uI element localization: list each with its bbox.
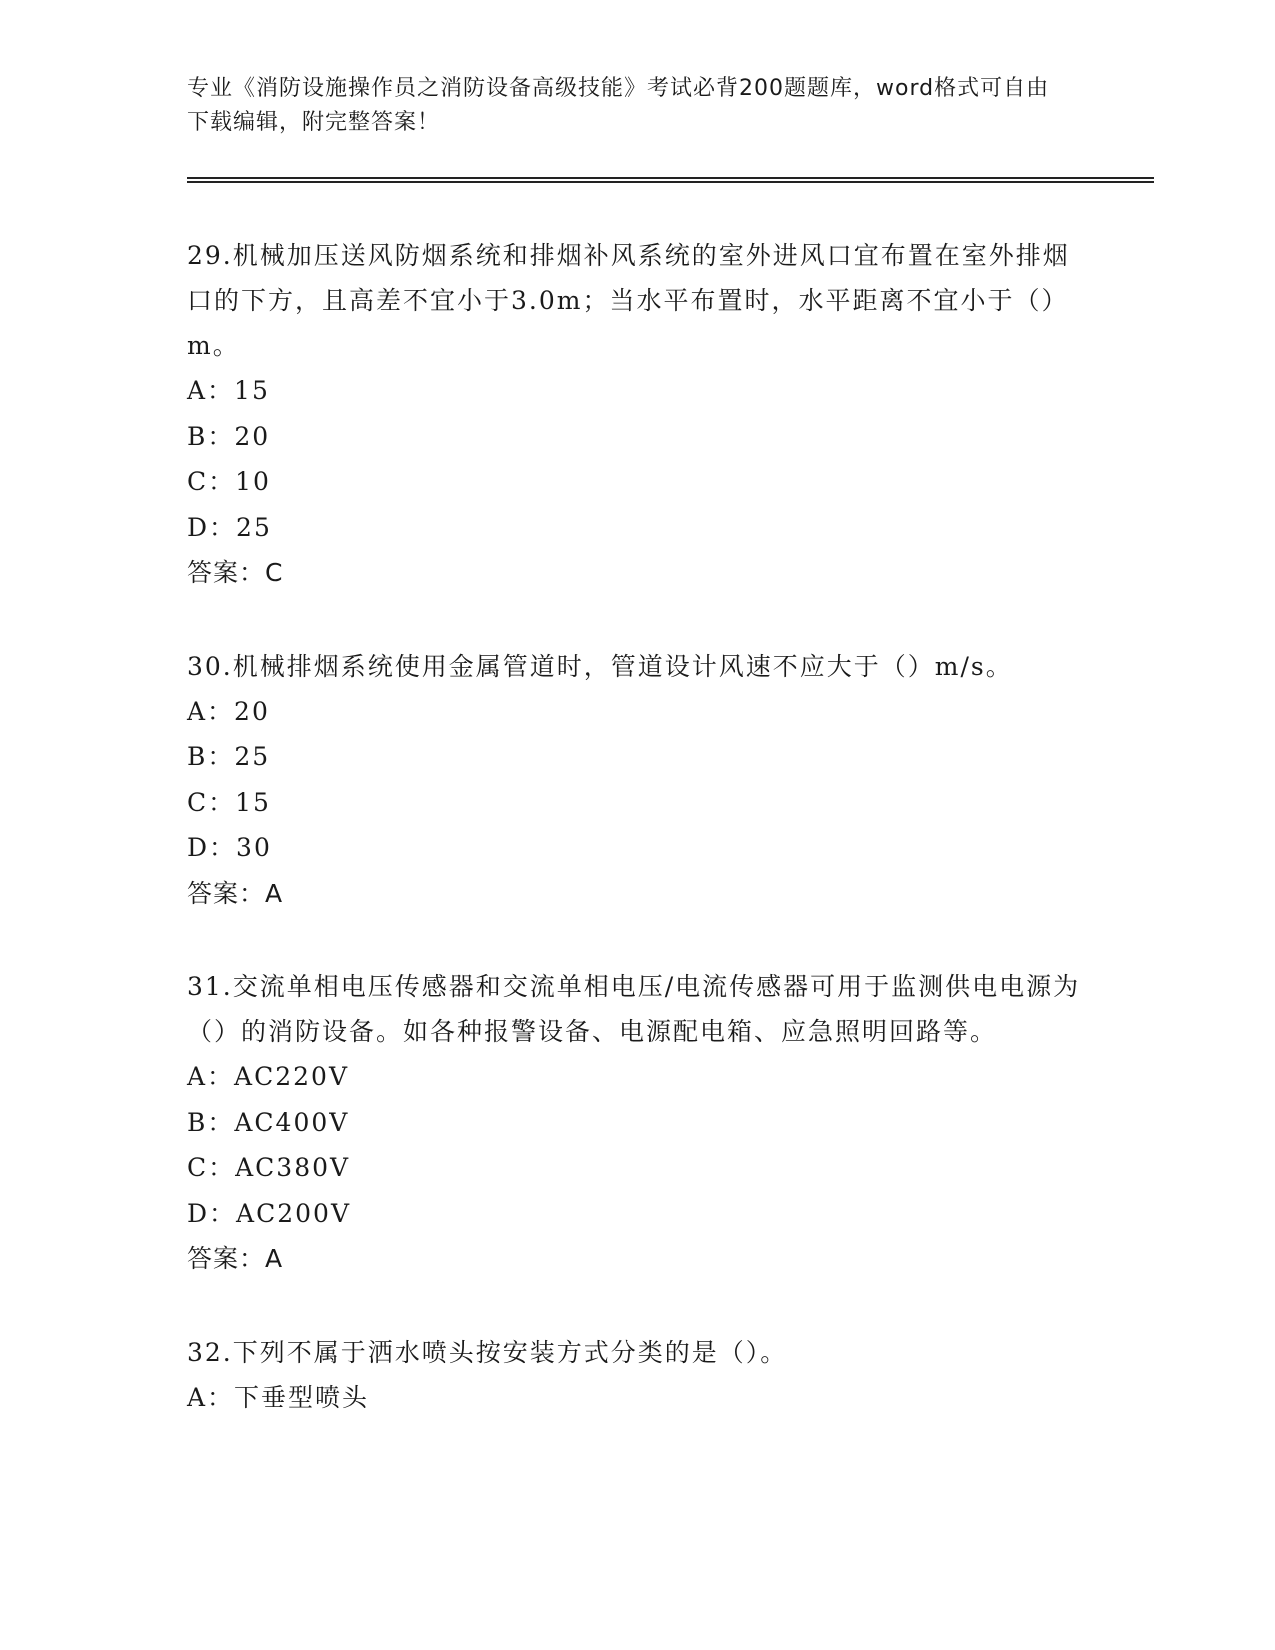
option-c: C：15 (187, 787, 271, 817)
question-stem: 30.机械排烟系统使用金属管道时，管道设计风速不应大于（）m/s。 (187, 651, 1013, 681)
option-d: D：30 (187, 833, 272, 862)
option-a: A：15 (187, 376, 270, 405)
option-a: A：下垂型喷头 (187, 1382, 370, 1412)
question-29 (187, 233, 1087, 596)
answer: 答案：C (187, 558, 284, 587)
option-d: D：25 (187, 512, 272, 542)
option-d: D：AC200V (187, 1198, 351, 1228)
page-header: 专业《消防设施操作员之消防设备高级技能》考试必背200题题库，word格式可自由下载编辑，附完整答案！ (187, 76, 1050, 135)
option-a: A：20 (187, 696, 270, 726)
question-31 (187, 964, 1087, 1282)
option-b: B：25 (187, 742, 271, 771)
answer: 答案：A (187, 1244, 284, 1273)
question-32 (187, 1330, 1087, 1421)
option-c: C：AC380V (187, 1153, 351, 1182)
question-stem: 29.机械加压送风防烟系统和排烟补风系统的室外进风口宜布置在室外排烟口的下方，且高差不宜小于3.0m；当水平布置时，水平距离不宜小于（）m。 (187, 241, 1070, 360)
question-stem: 31.交流单相电压传感器和交流单相电压/电流传感器可用于监测供电电源为（）的消防设备。如各种报警设备、电源配电箱、应急照明回路等。 (187, 972, 1081, 1046)
question-list (187, 233, 1087, 1468)
option-c: C：10 (187, 467, 271, 496)
option-b: B：AC400V (187, 1107, 350, 1137)
option-b: B：20 (187, 421, 271, 451)
answer: 答案：A (187, 878, 284, 908)
header-divider (187, 177, 1154, 183)
question-30 (187, 644, 1087, 917)
option-a: A：AC220V (187, 1062, 350, 1091)
question-stem: 32.下列不属于洒水喷头按安装方式分类的是（）。 (187, 1337, 788, 1367)
